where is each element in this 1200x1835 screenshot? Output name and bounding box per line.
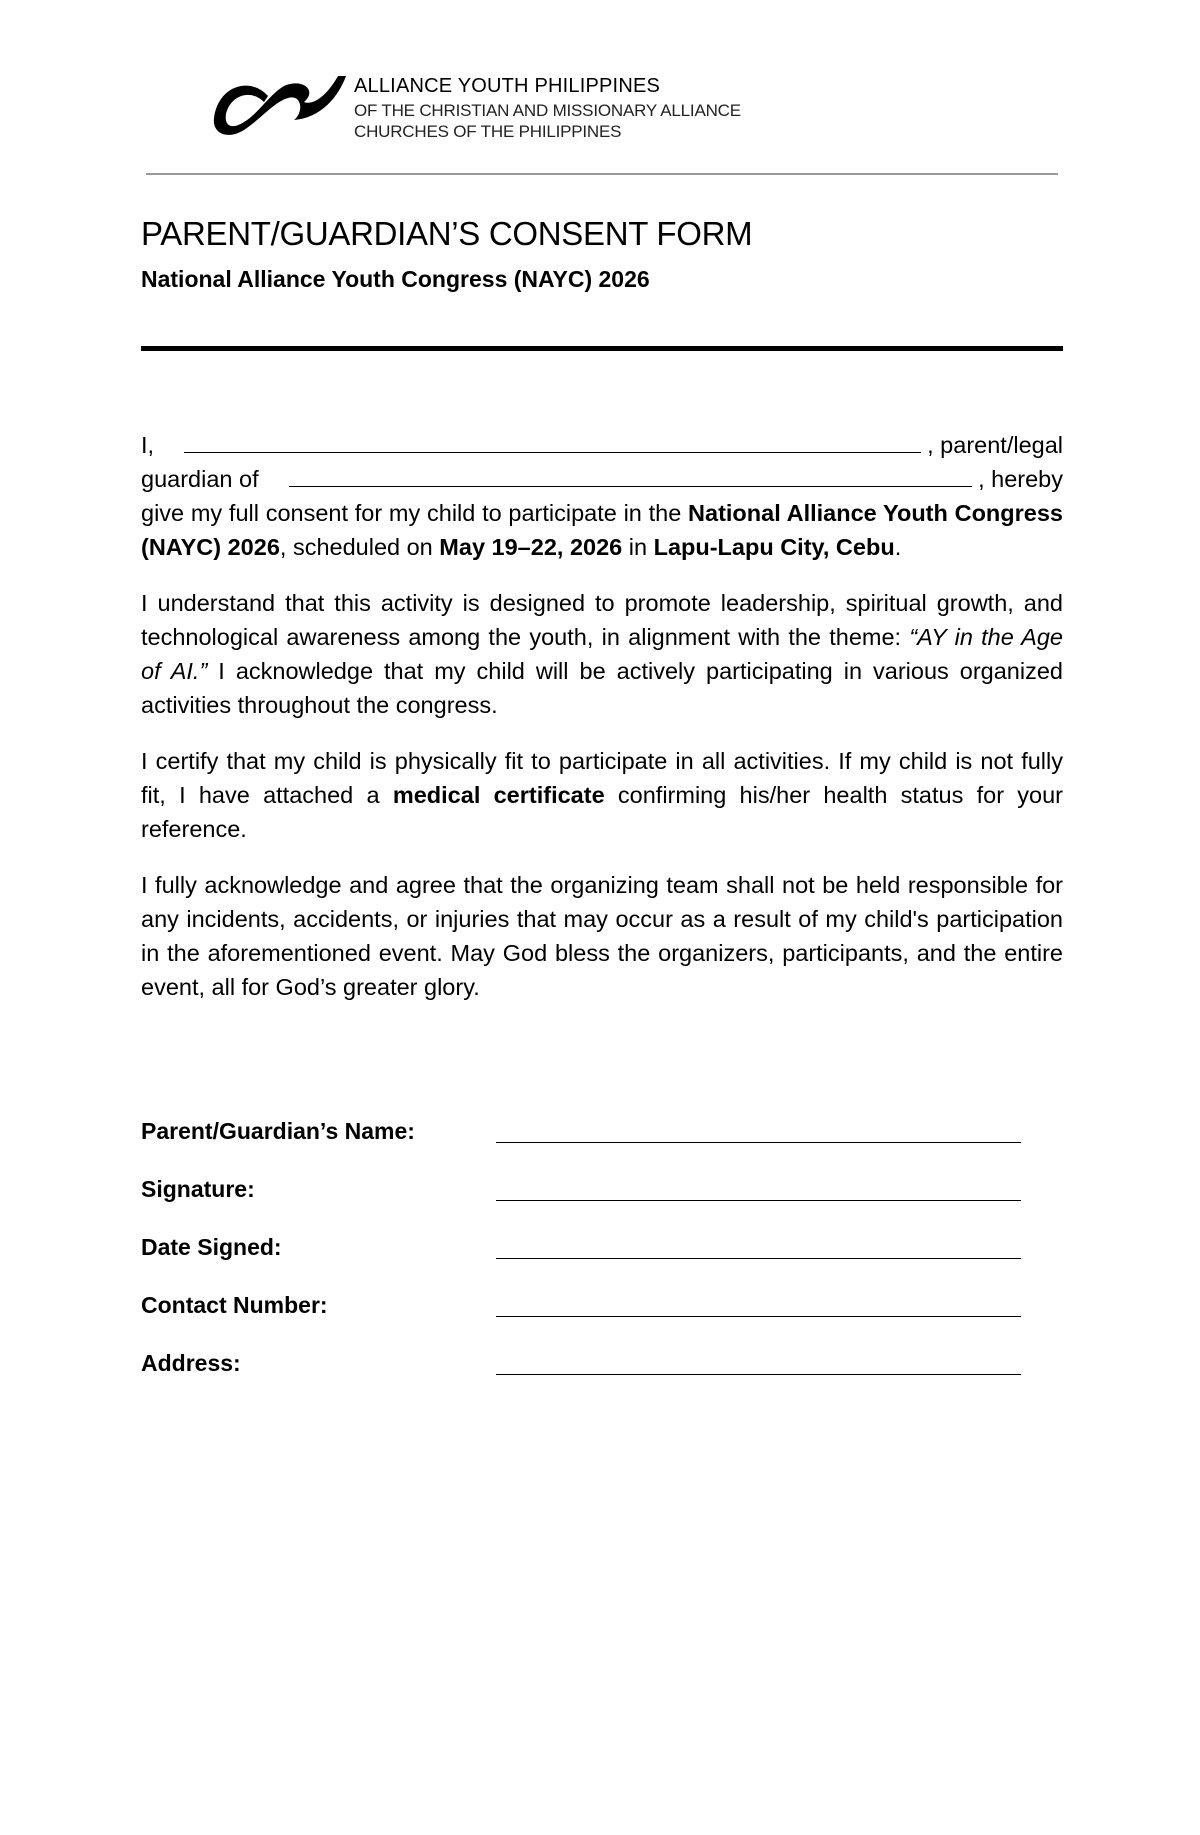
address-label: Address: (141, 1350, 241, 1376)
hereby-text: , hereby (978, 466, 1063, 492)
date-signed-blank[interactable] (496, 1258, 1021, 1259)
understand-text: I understand that this activity is designed to promote leadership, spiritual growth, and technological awareness among the youth, in alignment with the theme: (141, 590, 1063, 650)
page-subtitle: National Alliance Youth Congress (NAYC) 2026 (141, 266, 650, 292)
medical-certificate-emphasis: medical certificate (392, 782, 605, 808)
period-text: . (894, 534, 902, 560)
address-row (141, 1350, 1021, 1408)
guardian-of-text: guardian of (141, 466, 259, 492)
scheduled-text: , scheduled on (279, 534, 440, 560)
child-name-line (141, 462, 1063, 496)
certify-text: I certify that my child is physically fit to participate in all activities. If my child is not fully fit, I have attached a (141, 748, 1063, 808)
title-divider (141, 346, 1063, 351)
organization-name: ALLIANCE YOUTH PHILIPPINES (354, 75, 661, 97)
contact-number-label: Contact Number: (141, 1292, 328, 1318)
parent-guardian-name-row (141, 1118, 1021, 1176)
date-signed-row (141, 1234, 1021, 1292)
event-dates: May 19–22, 2026 (439, 534, 623, 560)
acknowledge-text: I acknowledge that my child will be actively participating in various organized activities throughout the congress. (141, 658, 1063, 718)
signature-label: Signature: (141, 1176, 255, 1202)
event-location: Lapu-Lapu City, Cebu (653, 534, 895, 560)
address-blank[interactable] (496, 1374, 1021, 1375)
in-text: in (622, 534, 654, 560)
organization-subtitle-line2: CHURCHES OF THE PHILIPPINES (354, 122, 622, 142)
consent-paragraph-2 (141, 586, 1063, 722)
signature-blank[interactable] (496, 1200, 1021, 1201)
consent-text: give my full consent for my child to participate in the (141, 500, 689, 526)
event-theme: “AY in the Age of AI.” (141, 624, 1063, 684)
consent-paragraph-4: I fully acknowledge and agree that the organizing team shall not be held responsible for any incidents, accidents, or injuries that may occur as a result of my child's participation in the aforementioned event. May God bless the organizers, participants, and the entire event, all for God’s greater glory. (141, 872, 1063, 1000)
parent-name-blank[interactable] (184, 430, 921, 453)
consent-paragraph-1 (141, 496, 1063, 564)
health-status-text: confirming his/her health status for your reference. (141, 782, 1063, 842)
date-signed-label: Date Signed: (141, 1234, 282, 1260)
event-name: National Alliance Youth Congress (NAYC) 2026 (141, 500, 1063, 560)
parent-guardian-name-blank[interactable] (496, 1142, 1021, 1143)
child-name-blank[interactable] (289, 464, 972, 487)
parent-guardian-name-label: Parent/Guardian’s Name: (141, 1118, 415, 1144)
contact-number-row (141, 1292, 1021, 1350)
page-title: PARENT/GUARDIAN’S CONSENT FORM (141, 215, 753, 252)
alliance-youth-logo-icon (210, 68, 350, 148)
contact-number-blank[interactable] (496, 1316, 1021, 1317)
signature-block (141, 1118, 1021, 1408)
organization-subtitle-line1: OF THE CHRISTIAN AND MISSIONARY ALLIANCE (354, 101, 741, 120)
signature-row (141, 1176, 1021, 1234)
header-divider (146, 173, 1058, 175)
consent-body (141, 428, 1063, 1026)
parent-name-line (141, 428, 1063, 462)
organization-header (354, 74, 741, 143)
parent-legal-text: , parent/legal (927, 432, 1063, 458)
pronoun-i: I, (141, 432, 155, 458)
consent-paragraph-3 (141, 744, 1063, 846)
